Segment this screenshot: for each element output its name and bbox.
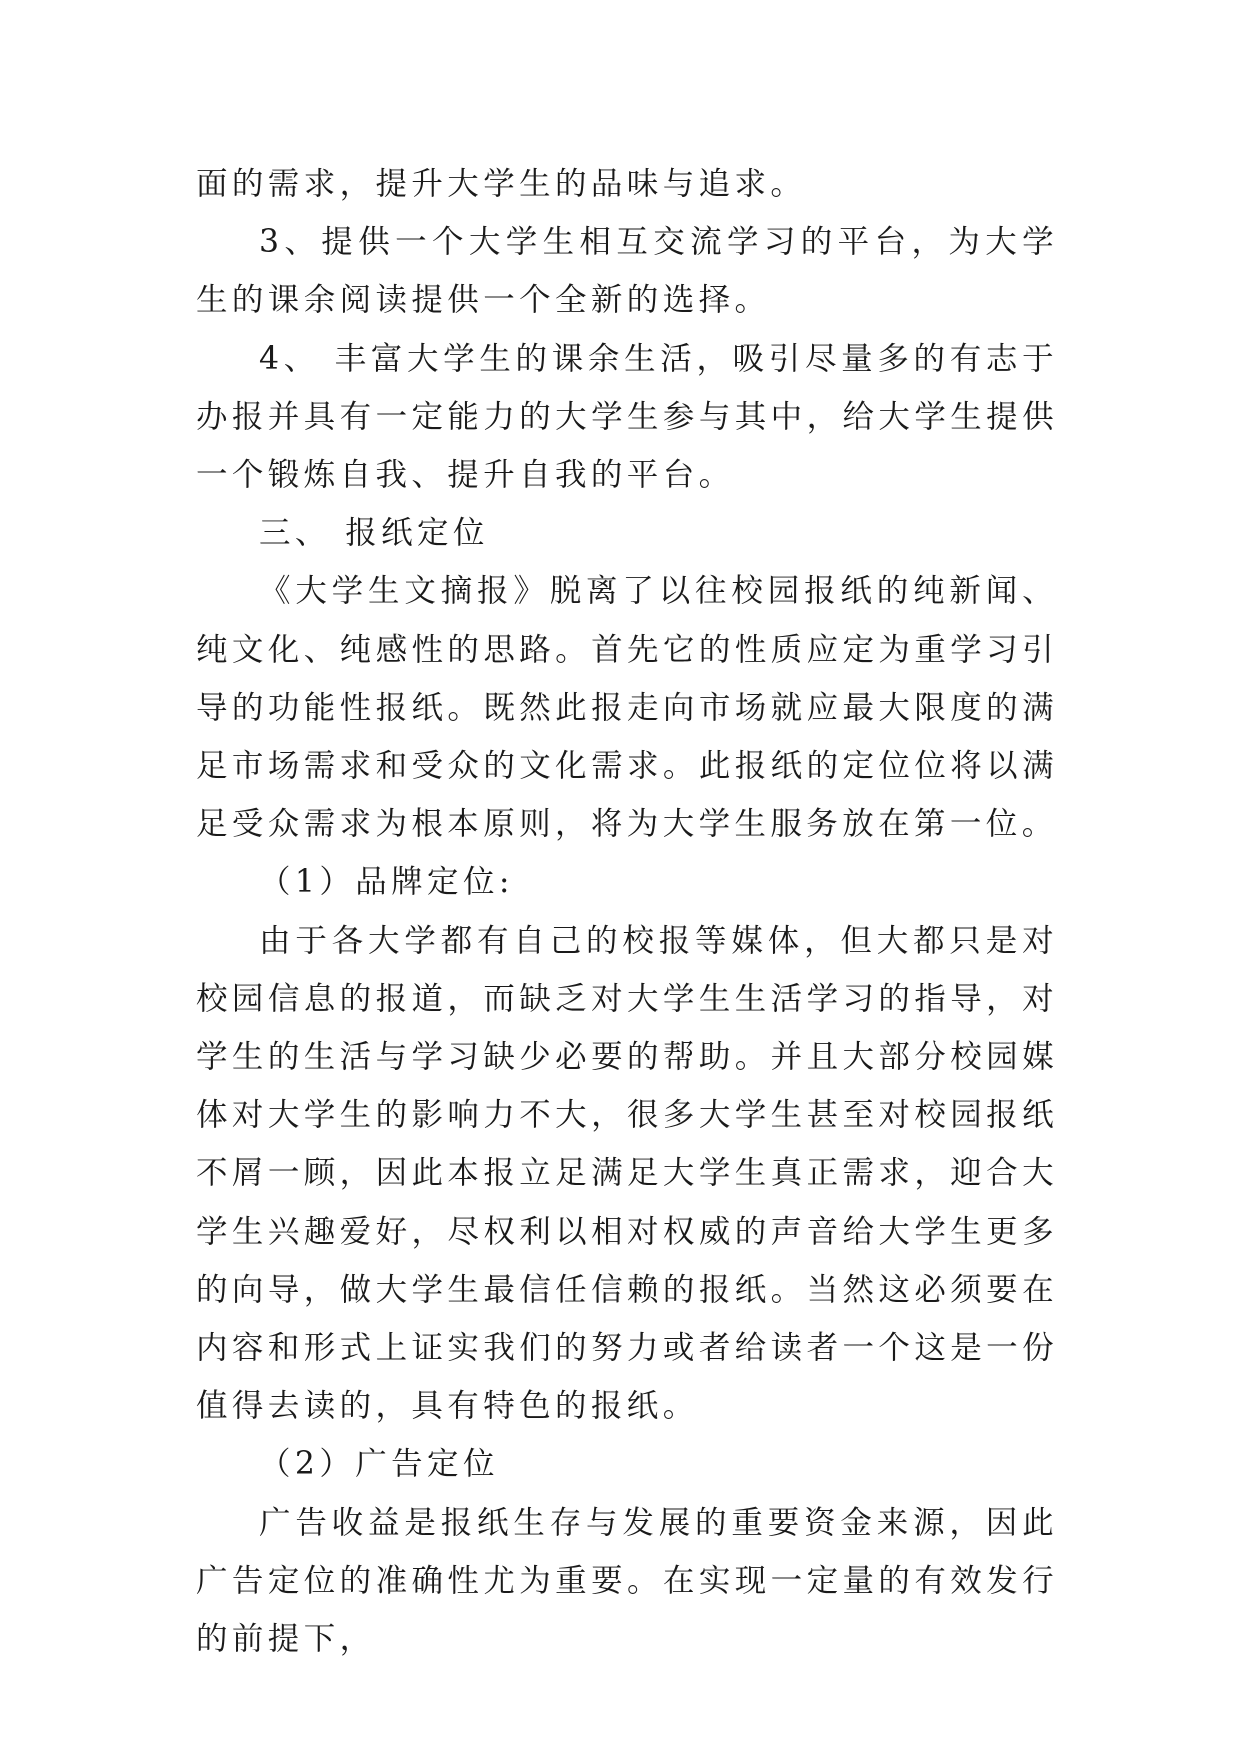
paragraph-ad-positioning: 广告收益是报纸生存与发展的重要资金来源，因此广告定位的准确性尤为重要。在实现一定量的有效发行的前提下， xyxy=(196,1504,1058,1658)
document-body xyxy=(196,155,1058,1668)
section-heading: 三、 报纸定位 xyxy=(259,515,489,552)
paragraph-item-4: 4、 丰富大学生的课余生活，吸引尽量多的有志于办报并具有一定能力的大学生参与其中，给大学生提供一个锻炼自我、提升自我的平台。 xyxy=(196,340,1058,494)
paragraph-brand-positioning: 由于各大学都有自己的校报等媒体，但大都只是对校园信息的报道，而缺乏对大学生生活学习的指导，对学生的生活与学习缺少必要的帮助。并且大部分校园媒体对大学生的影响力不大，很多大学生甚至对校园报纸不屑一顾，因此本报立足满足大学生真正需求，迎合大学生兴趣爱好，尽权利以相对权威的声音给大学生更多的向导，做大学生最信任信赖的报纸。当然这必须要在内容和形式上证实我们的努力或者给读者一个这是一份值得去读的，具有特色的报纸。 xyxy=(196,922,1058,1425)
paragraph-continuation: 面的需求，提升大学生的品味与追求。 xyxy=(196,166,807,202)
subheading-ad-positioning: （2）广告定位 xyxy=(259,1446,499,1483)
paragraph-item-3: 3、提供一个大学生相互交流学习的平台，为大学生的课余阅读提供一个全新的选择。 xyxy=(196,224,1058,319)
paragraph-positioning: 《大学生文摘报》脱离了以往校园报纸的纯新闻、纯文化、纯感性的思路。首先它的性质应定为重学习引导的功能性报纸。既然此报走向市场就应最大限度的满足市场需求和受众的文化需求。此报纸的定位位将以满足受众需求为根本原则，将为大学生服务放在第一位。 xyxy=(196,573,1058,843)
subheading-brand-positioning: （1）品牌定位: xyxy=(259,864,514,901)
